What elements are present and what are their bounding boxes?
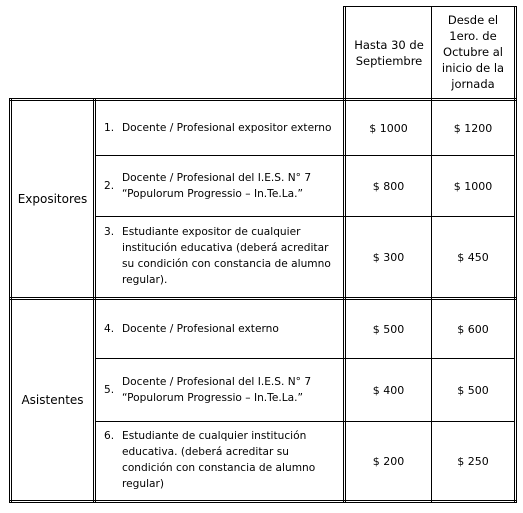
row-2-num: 2.	[104, 180, 115, 192]
row-1-desc	[104, 101, 338, 155]
group-sep-a	[9, 297, 517, 298]
row-1-num: 1.	[104, 122, 115, 134]
header-price2	[432, 6, 514, 98]
row-2-price1	[346, 156, 431, 216]
row-3-desc	[104, 224, 338, 296]
group-asistentes	[12, 300, 93, 500]
row-3-price2-value: $ 450	[457, 250, 489, 264]
table-top-border	[9, 98, 517, 99]
row-5-text: Docente / Profesional del I.E.S. N° 7 “Populorum Progressio – In.Te.La.”	[122, 376, 312, 404]
row-2-price2	[432, 156, 514, 216]
table-bottom-border	[9, 500, 517, 501]
row-5-desc	[104, 359, 338, 421]
row-3-price1-value: $ 300	[372, 250, 405, 264]
group-asistentes-label: Asistentes	[21, 392, 84, 407]
row-4-price2	[432, 300, 514, 358]
row-3-price2	[432, 217, 514, 297]
row-1-price1	[346, 101, 431, 155]
row-1-price1-value: $ 1000	[369, 121, 408, 135]
row-3-num: 3.	[104, 226, 115, 238]
row-2-price2-value: $ 1000	[453, 179, 493, 193]
row-2-text: Docente / Profesional del I.E.S. N° 7 “Populorum Progressio – In.Te.La.”	[122, 172, 312, 200]
row-6-num: 6.	[104, 430, 115, 442]
header-left-border	[343, 6, 346, 99]
header-price1-label: Hasta 30 de Septiembre	[354, 38, 424, 68]
header-price1	[347, 8, 431, 98]
group-expositores	[12, 101, 93, 297]
row-2-desc	[104, 156, 338, 216]
row-5-num: 5.	[104, 384, 115, 396]
header-right-border	[514, 6, 517, 99]
row-4-price2-value: $ 600	[457, 322, 489, 336]
row-6-price2-value: $ 250	[457, 454, 489, 468]
row-4-text: Docente / Profesional externo	[122, 323, 279, 335]
row-6-price1-value: $ 200	[372, 454, 405, 468]
group-expositores-label: Expositores	[17, 191, 88, 206]
row-6-price1	[346, 422, 431, 500]
row-6-price2	[432, 422, 514, 500]
row-5-price2-value: $ 500	[457, 383, 489, 397]
row-1-price2-value: $ 1200	[453, 121, 493, 135]
row-3-price1	[346, 217, 431, 297]
row-4-price1-value: $ 500	[372, 322, 405, 336]
col-border-right	[514, 98, 517, 503]
row-6-desc	[104, 428, 338, 500]
row-1-price2	[432, 101, 514, 155]
row-1-text: Docente / Profesional expositor externo	[122, 122, 332, 134]
row-5-price1-value: $ 400	[372, 383, 405, 397]
row-3-text: Estudiante expositor de cualquier institución educativa (deberá acreditar su condición con constancia de alumno regular).	[122, 226, 331, 286]
row-4-price1	[346, 300, 431, 358]
col-border-group	[93, 98, 96, 503]
header-price2-label: Desde el 1ero. de Octubre al inicio de la jornada	[441, 13, 505, 91]
row-4-num: 4.	[104, 323, 115, 335]
table-bottom-border-2	[9, 502, 517, 503]
row-5-price1	[346, 359, 431, 421]
row-2-price1-value: $ 800	[372, 179, 405, 193]
row-4-desc	[104, 300, 338, 358]
row-5-price2	[432, 359, 514, 421]
row-6-text: Estudiante de cualquier institución educativa. (deberá acreditar su condición con constancia de alumno regular)	[122, 430, 316, 490]
